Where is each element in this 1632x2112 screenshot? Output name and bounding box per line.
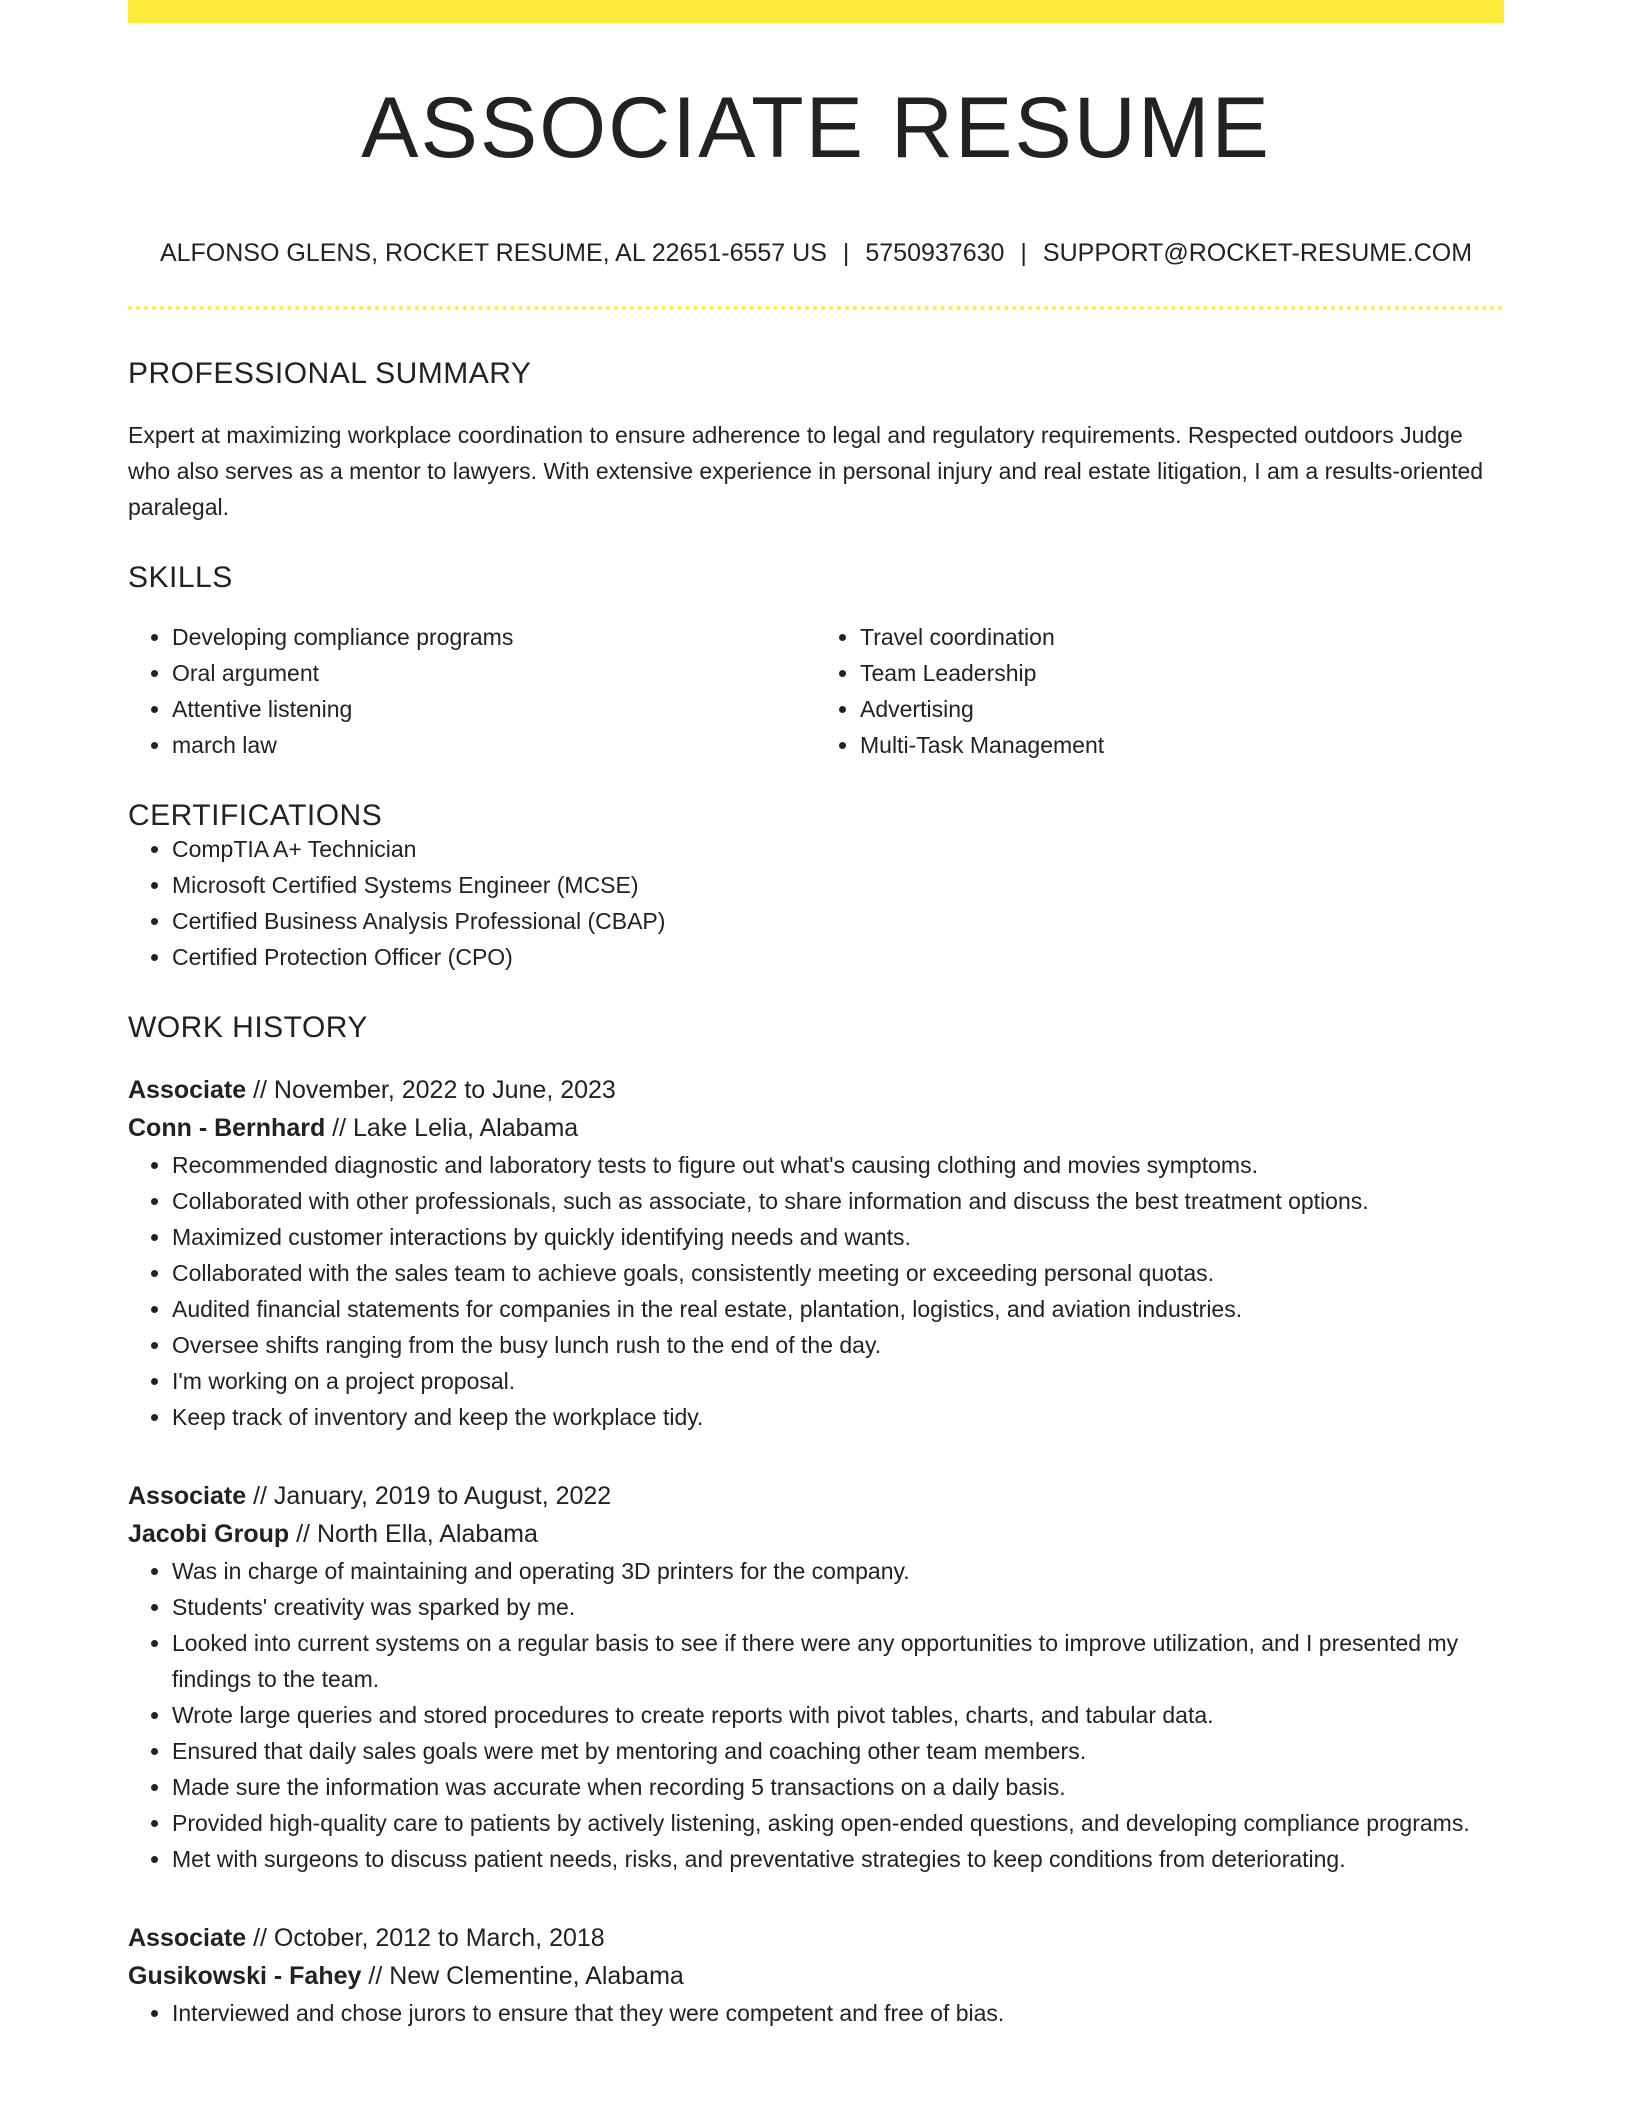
job-bullet: • Collaborated with the sales team to achieve goals, consistently meeting or exceeding personal quotas. [172, 1255, 1504, 1291]
job-bullet-list [128, 1147, 1504, 1435]
job-company-line [128, 1515, 1504, 1553]
job-role: Associate [128, 1076, 247, 1104]
job-role: Associate [128, 1924, 247, 1952]
job-bullet: • Met with surgeons to discuss patient needs, risks, and preventative strategies to keep conditions from deteriorating. [172, 1841, 1504, 1877]
job-bullet: • Interviewed and chose jurors to ensure that they were competent and free of bias. [172, 1995, 1504, 2031]
resume-page [128, 0, 1504, 2031]
job-title-line [128, 1071, 1504, 1109]
job-bullet: • Maximized customer interactions by quickly identifying needs and wants. [172, 1219, 1504, 1255]
job-title-line [128, 1477, 1504, 1515]
job-entry [128, 1477, 1504, 1877]
job-role: Associate [128, 1482, 247, 1510]
document-title: ASSOCIATE RESUME [361, 80, 1271, 176]
job-entry [128, 1919, 1504, 2031]
job-dates: October, 2012 to March, 2018 [273, 1924, 605, 1952]
skill-item: • Advertising [860, 691, 1504, 727]
job-separator: // [246, 1482, 274, 1510]
certifications-heading: CERTIFICATIONS [128, 799, 383, 832]
job-entry [128, 1071, 1504, 1435]
skill-item: • Oral argument [172, 655, 816, 691]
skill-item: • Developing compliance programs [172, 619, 816, 655]
skills-list-left [128, 619, 816, 763]
job-separator: // [325, 1114, 354, 1142]
certification-item: • CompTIA A+ Technician [172, 831, 1504, 867]
job-bullet: • Students' creativity was sparked by me. [172, 1589, 1504, 1625]
skills-column-right [816, 619, 1504, 763]
job-separator: // [289, 1520, 317, 1548]
job-bullet: • Made sure the information was accurate when recording 5 transactions on a daily basis. [172, 1769, 1504, 1805]
job-bullet-list [128, 1553, 1504, 1877]
skill-item: • Travel coordination [860, 619, 1504, 655]
contact-line [128, 241, 1504, 266]
job-bullet: • Audited financial statements for companies in the real estate, plantation, logistics, and aviation industries. [172, 1291, 1504, 1327]
work-history-heading: WORK HISTORY [128, 1011, 368, 1044]
job-company: Jacobi Group [128, 1520, 290, 1548]
job-bullet: • Recommended diagnostic and laboratory tests to figure out what's causing clothing and movies symptoms. [172, 1147, 1504, 1183]
job-title-line [128, 1919, 1504, 1957]
summary-text: Expert at maximizing workplace coordination to ensure adherence to legal and regulatory requirements. Respected outdoors Judge who also serves as a mentor to lawyers. With extensive experience in personal injury and real estate litigation, I am a results-oriented paralegal. [128, 422, 1484, 520]
job-company: Gusikowski - Fahey [128, 1962, 362, 1990]
contact-email: SUPPORT@ROCKET-RESUME.COM [1042, 239, 1473, 267]
skill-item: • Team Leadership [860, 655, 1504, 691]
job-bullet: • Oversee shifts ranging from the busy lunch rush to the end of the day. [172, 1327, 1504, 1363]
contact-separator: | [842, 239, 850, 267]
job-bullet: • Provided high-quality care to patients by actively listening, asking open-ended questions, and developing compliance programs. [172, 1805, 1504, 1841]
job-location: Lake Lelia, Alabama [353, 1114, 579, 1142]
job-location: North Ella, Alabama [316, 1520, 538, 1548]
certifications-list [128, 831, 1504, 975]
accent-top-bar [128, 0, 1504, 23]
job-bullet: • Ensured that daily sales goals were met by mentoring and coaching other team members. [172, 1733, 1504, 1769]
job-bullet: • Wrote large queries and stored procedures to create reports with pivot tables, charts, and tabular data. [172, 1697, 1504, 1733]
job-bullet: • I'm working on a project proposal. [172, 1363, 1504, 1399]
job-dates: January, 2019 to August, 2022 [273, 1482, 612, 1510]
skill-item: • march law [172, 727, 816, 763]
certification-item: • Microsoft Certified Systems Engineer (MCSE) [172, 867, 1504, 903]
job-separator: // [246, 1924, 274, 1952]
job-separator: // [246, 1076, 274, 1104]
job-bullet: • Looked into current systems on a regular basis to see if there were any opportunities to improve utilization, and I presented my findings to the team. [172, 1625, 1504, 1697]
skills-heading: SKILLS [128, 561, 233, 594]
job-bullet-list [128, 1995, 1504, 2031]
skills-grid [128, 619, 1504, 763]
job-company-line [128, 1109, 1504, 1147]
skill-item: • Multi-Task Management [860, 727, 1504, 763]
job-bullet: • Keep track of inventory and keep the workplace tidy. [172, 1399, 1504, 1435]
contact-separator: | [1020, 239, 1027, 267]
skills-list-right [816, 619, 1504, 763]
job-company: Conn - Bernhard [128, 1114, 326, 1142]
summary-heading: PROFESSIONAL SUMMARY [128, 357, 532, 390]
job-separator: // [361, 1962, 390, 1990]
certification-item: • Certified Protection Officer (CPO) [172, 939, 1504, 975]
certification-item: • Certified Business Analysis Professional (CBAP) [172, 903, 1504, 939]
job-location: New Clementine, Alabama [389, 1962, 684, 1990]
dotted-divider [128, 306, 1504, 310]
job-bullet: • Collaborated with other professionals, such as associate, to share information and discuss the best treatment options. [172, 1183, 1504, 1219]
job-company-line [128, 1957, 1504, 1995]
skill-item: • Attentive listening [172, 691, 816, 727]
contact-phone: 5750937630 [865, 239, 1005, 267]
job-dates: November, 2022 to June, 2023 [273, 1076, 616, 1104]
contact-address: ALFONSO GLENS, ROCKET RESUME, AL 22651-6557 US [159, 239, 827, 267]
skills-column-left [128, 619, 816, 763]
job-bullet: • Was in charge of maintaining and operating 3D printers for the company. [172, 1553, 1504, 1589]
